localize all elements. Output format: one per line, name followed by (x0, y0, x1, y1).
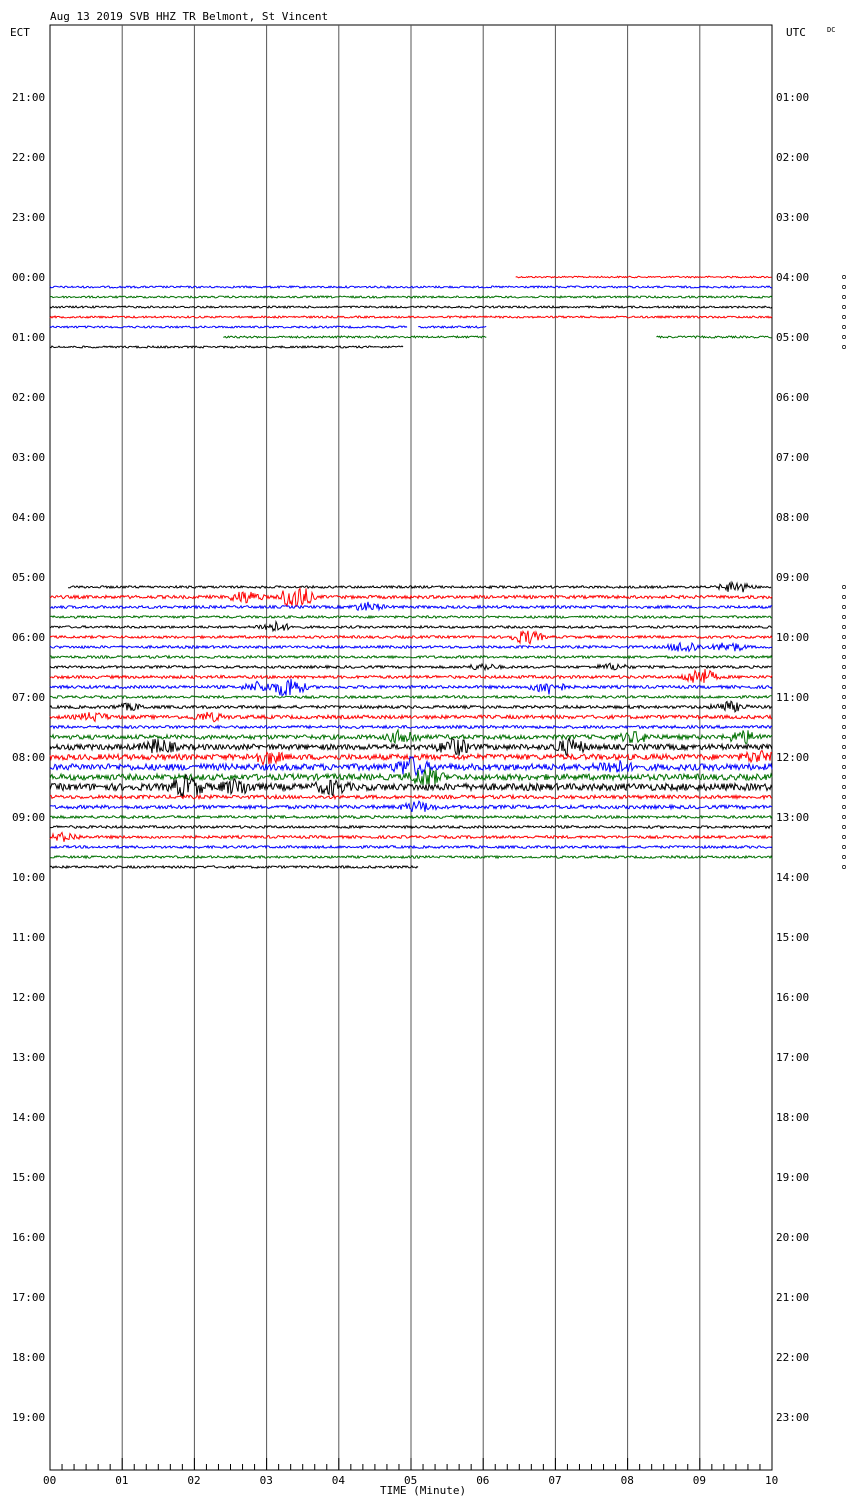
x-tick-label: 03 (259, 1474, 273, 1487)
x-tick-label: 01 (115, 1474, 129, 1487)
left-hour-label: 03:00 (12, 451, 46, 464)
left-hour-label: 09:00 (12, 811, 46, 824)
left-hour-label: 18:00 (12, 1351, 46, 1364)
right-hour-label: 14:00 (776, 871, 810, 884)
left-hour-label: 10:00 (12, 871, 46, 884)
x-tick-label: 09 (692, 1474, 707, 1487)
right-hour-label: 01:00 (776, 91, 810, 104)
left-hour-label: 17:00 (12, 1291, 46, 1304)
left-hour-label: 00:00 (12, 271, 46, 284)
left-hour-label: 15:00 (12, 1171, 46, 1184)
right-hour-label: 16:00 (776, 991, 810, 1004)
right-hour-label: 12:00 (776, 751, 810, 764)
x-tick-label: 04 (331, 1474, 346, 1487)
left-hour-label: 13:00 (12, 1051, 46, 1064)
left-timezone-label: ECT (10, 26, 30, 39)
right-hour-label: 05:00 (776, 331, 810, 344)
right-hour-label: 08:00 (776, 511, 810, 524)
right-hour-label: 21:00 (776, 1291, 810, 1304)
right-hour-label: 19:00 (776, 1171, 810, 1184)
right-hour-label: 18:00 (776, 1111, 810, 1124)
x-tick-label: 00 (43, 1474, 57, 1487)
x-tick-label: 02 (187, 1474, 201, 1487)
x-tick-label: 07 (548, 1474, 562, 1487)
left-hour-label: 11:00 (12, 931, 46, 944)
left-hour-label: 08:00 (12, 751, 46, 764)
right-hour-label: 17:00 (776, 1051, 810, 1064)
right-hour-label: 03:00 (776, 211, 810, 224)
right-hour-label: 10:00 (776, 631, 810, 644)
x-tick-label: 05 (404, 1474, 418, 1487)
corner-label: DC (827, 26, 836, 34)
left-hour-label: 12:00 (12, 991, 46, 1004)
left-hour-label: 01:00 (12, 331, 46, 344)
right-hour-label: 20:00 (776, 1231, 810, 1244)
right-hour-label: 13:00 (776, 811, 810, 824)
x-tick-label: 10 (765, 1474, 779, 1487)
left-hour-label: 23:00 (12, 211, 46, 224)
right-hour-label: 09:00 (776, 571, 810, 584)
x-axis-label: TIME (Minute) (380, 1484, 467, 1497)
left-hour-label: 14:00 (12, 1111, 46, 1124)
right-hour-label: 06:00 (776, 391, 810, 404)
right-hour-label: 22:00 (776, 1351, 810, 1364)
left-hour-label: 16:00 (12, 1231, 46, 1244)
chart-title: Aug 13 2019 SVB HHZ TR Belmont, St Vincent (50, 10, 329, 23)
x-tick-label: 08 (620, 1474, 634, 1487)
right-hour-label: 11:00 (776, 691, 810, 704)
left-hour-label: 04:00 (12, 511, 46, 524)
right-hour-label: 23:00 (776, 1411, 810, 1424)
left-hour-label: 07:00 (12, 691, 46, 704)
left-hour-label: 05:00 (12, 571, 46, 584)
right-hour-label: 04:00 (776, 271, 810, 284)
right-hour-label: 02:00 (776, 151, 810, 164)
left-hour-label: 06:00 (12, 631, 46, 644)
right-timezone-label: UTC (786, 26, 806, 39)
left-hour-label: 19:00 (12, 1411, 46, 1424)
x-tick-label: 06 (476, 1474, 490, 1487)
left-hour-label: 21:00 (12, 91, 46, 104)
left-hour-label: 22:00 (12, 151, 46, 164)
right-hour-label: 07:00 (776, 451, 810, 464)
right-hour-label: 15:00 (776, 931, 810, 944)
left-hour-label: 02:00 (12, 391, 46, 404)
